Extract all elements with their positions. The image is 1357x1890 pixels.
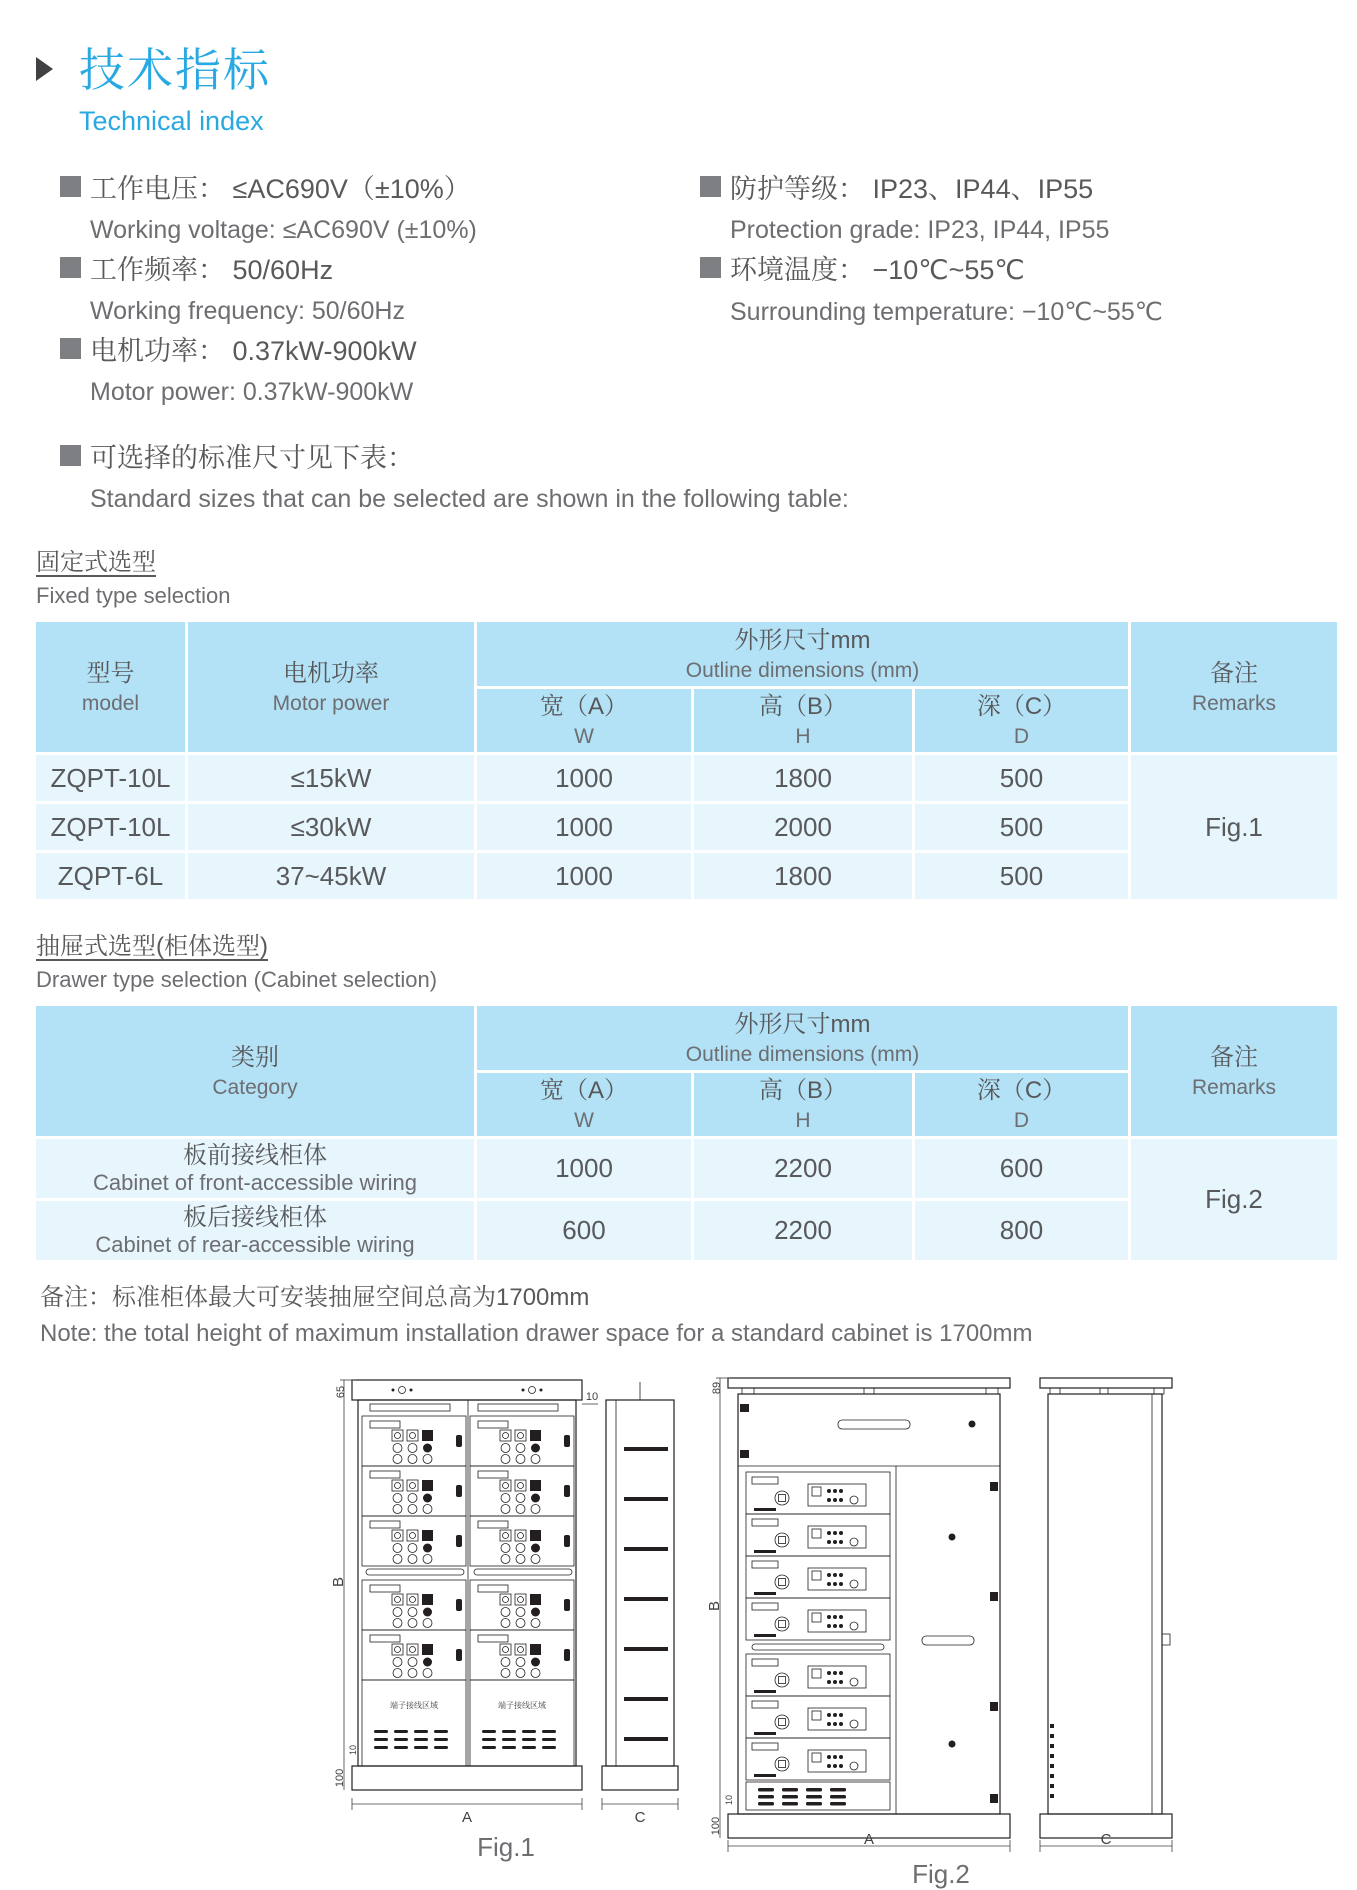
cell-model: ZQPT-10L bbox=[36, 804, 185, 850]
spec-cn-text: 防护等级： IP23、IP44、IP55 bbox=[730, 174, 1094, 204]
cell-height: 2000 bbox=[694, 804, 912, 850]
drawer-unit bbox=[362, 1516, 466, 1566]
spec-motor-power bbox=[60, 329, 700, 410]
dim-label-89: 89 bbox=[711, 1381, 723, 1395]
cell-width: 1000 bbox=[477, 853, 691, 899]
dim-label-A: A bbox=[863, 1831, 875, 1848]
cell-depth: 500 bbox=[915, 804, 1128, 850]
cell-model: ZQPT-10L bbox=[36, 755, 185, 801]
spec-cn-text: 电机功率： 0.37kW-900kW bbox=[90, 336, 417, 366]
drawer-unit bbox=[470, 1466, 574, 1516]
cell-power: 37~45kW bbox=[188, 853, 474, 899]
header-outline-dimensions: 外形尺寸mm Outline dimensions (mm) bbox=[477, 1006, 1128, 1070]
cell-depth: 500 bbox=[915, 853, 1128, 899]
dim-label-10-top: 10 bbox=[585, 1391, 599, 1403]
fig2-drawing bbox=[696, 1352, 1186, 1857]
dim-label-B: B bbox=[330, 1576, 347, 1588]
bullet-square-icon bbox=[60, 176, 81, 197]
dim-label-C: C bbox=[1100, 1831, 1112, 1848]
spec-cn-text: 工作电压： ≤AC690V（±10%） bbox=[90, 174, 471, 204]
drawer-unit bbox=[470, 1416, 574, 1466]
fig1-dimensions bbox=[330, 1380, 678, 1826]
cell-width: 1000 bbox=[477, 755, 691, 801]
spec-en-text: Protection grade: IP23, IP44, IP55 bbox=[730, 216, 1110, 244]
fig2-side-view bbox=[1040, 1378, 1172, 1838]
header-depth: 深（C） D bbox=[915, 1073, 1128, 1136]
drawer-unit bbox=[746, 1472, 890, 1514]
spec-column-left bbox=[60, 167, 700, 410]
figure-2 bbox=[696, 1352, 1186, 1890]
section-title-en: Drawer type selection (Cabinet selection) bbox=[36, 967, 438, 992]
header-category: 类别 Category bbox=[36, 1006, 474, 1136]
note-en: Note: the total height of maximum installation drawer space for a standard cabinet is 1700mm bbox=[40, 1320, 1033, 1347]
dim-label-65: 65 bbox=[335, 1385, 347, 1399]
drawer-unit bbox=[362, 1630, 466, 1680]
fig1-front-view bbox=[352, 1380, 582, 1790]
table-header-row bbox=[36, 622, 1337, 686]
cell-power: ≤30kW bbox=[188, 804, 474, 850]
cell-depth: 800 bbox=[915, 1201, 1128, 1260]
terminal-area-label: 端子接线区域 bbox=[498, 1701, 546, 1710]
table-row bbox=[36, 1139, 1337, 1198]
fig1-drawing bbox=[330, 1352, 682, 1830]
cell-depth: 600 bbox=[915, 1139, 1128, 1198]
spec-cn-text: 环境温度： −10℃~55℃ bbox=[730, 255, 1025, 285]
spec-en-text: Working voltage: ≤AC690V (±10%) bbox=[90, 216, 477, 244]
dim-label-A: A bbox=[461, 1809, 473, 1826]
header-height: 高（B） H bbox=[694, 1073, 912, 1136]
dim-label-100: 100 bbox=[334, 1768, 346, 1788]
cell-height: 2200 bbox=[694, 1201, 912, 1260]
spec-working-voltage bbox=[60, 167, 700, 248]
spec-working-frequency bbox=[60, 248, 700, 329]
cabinet-door bbox=[896, 1466, 998, 1814]
header-motor-power: 电机功率 Motor power bbox=[188, 622, 474, 752]
spec-en-text: Surrounding temperature: −10℃~55℃ bbox=[730, 298, 1163, 326]
drawer-unit bbox=[746, 1598, 890, 1640]
spec-standard-sizes bbox=[0, 410, 1357, 514]
table-note bbox=[40, 1277, 1357, 1348]
terminal-area-label: 端子接线区域 bbox=[390, 1701, 438, 1710]
drawer-unit bbox=[746, 1738, 890, 1780]
spec-en-text: Motor power: 0.37kW-900kW bbox=[90, 378, 414, 406]
bullet-square-icon bbox=[60, 338, 81, 359]
header-remarks: 备注 Remarks bbox=[1131, 1006, 1337, 1136]
fig2-dimensions bbox=[706, 1378, 1172, 1852]
bullet-square-icon bbox=[60, 257, 81, 278]
cell-remarks: Fig.1 bbox=[1131, 755, 1337, 899]
bullet-square-icon bbox=[700, 257, 721, 278]
fig1-side-view bbox=[602, 1382, 678, 1790]
cell-height: 1800 bbox=[694, 853, 912, 899]
cell-depth: 500 bbox=[915, 755, 1128, 801]
section-title-en: Fixed type selection bbox=[36, 583, 231, 608]
figures-row bbox=[330, 1352, 1357, 1890]
spec-surrounding-temperature bbox=[700, 248, 1357, 329]
header-width: 宽（A） W bbox=[477, 1073, 691, 1136]
note-cn: 备注：标准柜体最大可安装抽屉空间总高为1700mm bbox=[40, 1284, 590, 1311]
cell-height: 2200 bbox=[694, 1139, 912, 1198]
section-drawer-type bbox=[36, 926, 1357, 993]
spec-list bbox=[0, 137, 1357, 410]
cell-category: 板前接线柜体 Cabinet of front-accessible wiring bbox=[36, 1139, 474, 1198]
bullet-square-icon bbox=[60, 445, 81, 466]
cell-width: 1000 bbox=[477, 804, 691, 850]
dim-label-10: 10 bbox=[348, 1744, 358, 1756]
vent-section bbox=[746, 1782, 890, 1810]
table-header-row bbox=[36, 1006, 1337, 1070]
drawer-unit bbox=[746, 1696, 890, 1738]
fig2-caption: Fig.2 bbox=[912, 1859, 970, 1889]
fixed-type-table bbox=[33, 619, 1340, 902]
section-title-cn: 固定式选型 bbox=[36, 549, 156, 576]
header-model: 型号 model bbox=[36, 622, 185, 752]
drawer-unit bbox=[362, 1416, 466, 1466]
cell-height: 1800 bbox=[694, 755, 912, 801]
dim-label-B: B bbox=[706, 1600, 723, 1612]
table-row bbox=[36, 755, 1337, 801]
page-header bbox=[0, 0, 1357, 137]
cell-width: 1000 bbox=[477, 1139, 691, 1198]
section-title-cn: 抽屉式选型(柜体选型) bbox=[36, 933, 268, 960]
cell-power: ≤15kW bbox=[188, 755, 474, 801]
header-width: 宽（A） W bbox=[477, 689, 691, 752]
fig2-front-view bbox=[728, 1378, 1010, 1838]
spec-cn-text: 工作频率： 50/60Hz bbox=[90, 255, 334, 285]
cell-model: ZQPT-6L bbox=[36, 853, 185, 899]
drawer-type-table bbox=[33, 1003, 1340, 1263]
drawer-unit bbox=[362, 1466, 466, 1516]
dim-label-C: C bbox=[634, 1809, 646, 1826]
drawer-unit bbox=[746, 1556, 890, 1598]
drawer-unit bbox=[470, 1516, 574, 1566]
spec-column-right bbox=[700, 167, 1357, 410]
fig1-caption: Fig.1 bbox=[477, 1832, 535, 1862]
spec-cn-text: 可选择的标准尺寸见下表： bbox=[90, 443, 414, 473]
bullet-square-icon bbox=[700, 176, 721, 197]
header-depth: 深（C） D bbox=[915, 689, 1128, 752]
header-remarks: 备注 Remarks bbox=[1131, 622, 1337, 752]
drawer-unit bbox=[362, 1580, 466, 1630]
page-subtitle: Technical index bbox=[79, 106, 264, 136]
dim-label-100: 100 bbox=[710, 1816, 722, 1836]
drawer-unit bbox=[470, 1630, 574, 1680]
spec-en-text: Working frequency: 50/60Hz bbox=[90, 297, 405, 325]
section-fixed-type bbox=[36, 542, 1357, 609]
right-triangle-icon bbox=[36, 57, 53, 81]
spec-en-text: Standard sizes that can be selected are shown in the following table: bbox=[90, 485, 849, 513]
figure-1 bbox=[330, 1352, 682, 1863]
header-height: 高（B） H bbox=[694, 689, 912, 752]
cell-width: 600 bbox=[477, 1201, 691, 1260]
page-title: 技术指标 bbox=[79, 44, 271, 96]
drawer-unit bbox=[746, 1514, 890, 1556]
drawer-unit bbox=[470, 1580, 574, 1630]
spec-protection-grade bbox=[700, 167, 1357, 248]
drawer-unit bbox=[746, 1654, 890, 1696]
header-outline-dimensions: 外形尺寸mm Outline dimensions (mm) bbox=[477, 622, 1128, 686]
dim-label-10: 10 bbox=[724, 1794, 734, 1806]
cell-remarks: Fig.2 bbox=[1131, 1139, 1337, 1260]
cell-category: 板后接线柜体 Cabinet of rear-accessible wiring bbox=[36, 1201, 474, 1260]
